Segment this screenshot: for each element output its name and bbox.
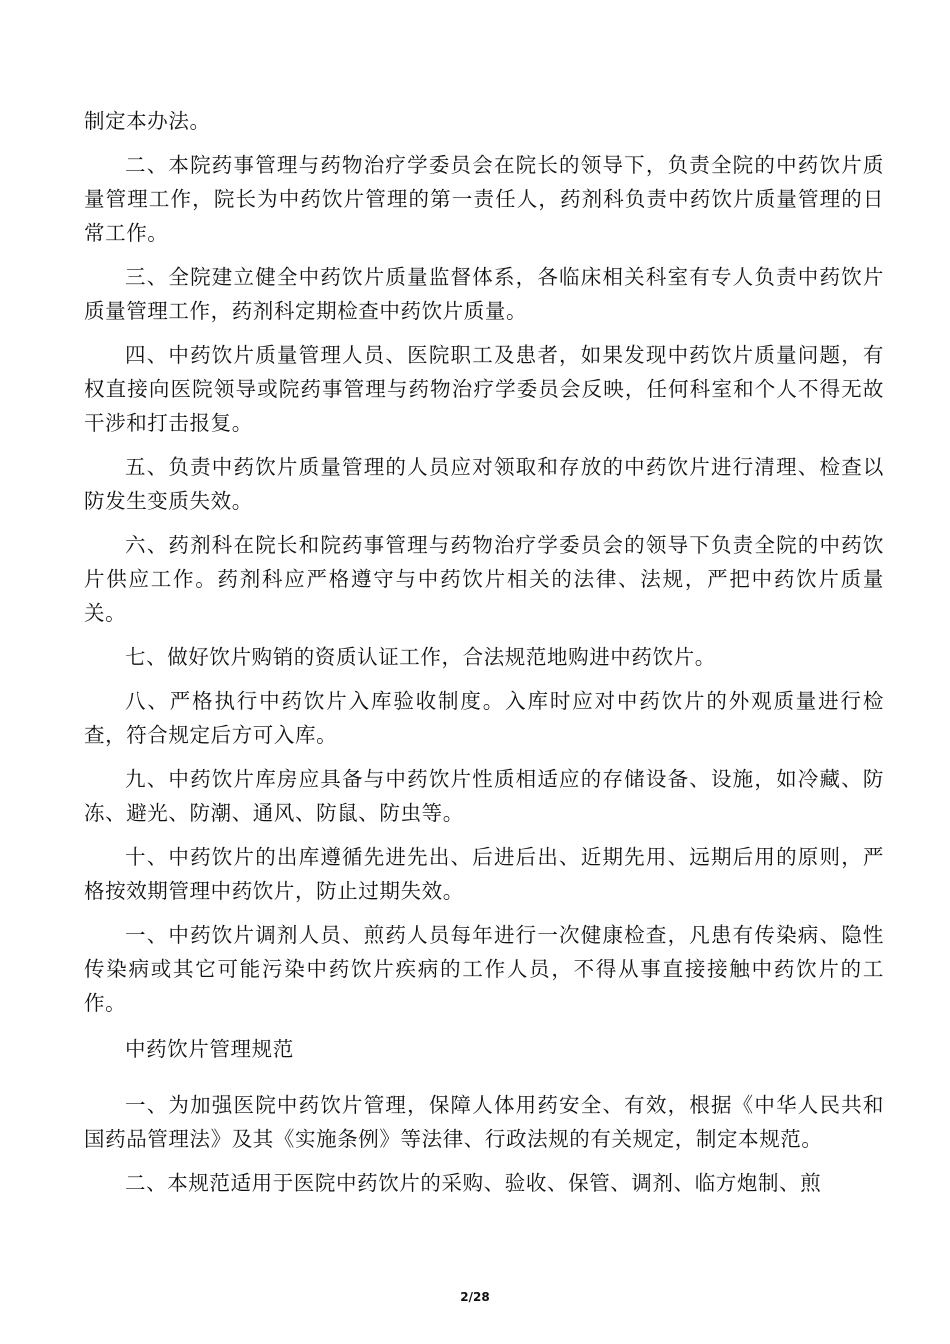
paragraph: 九、中药饮片库房应具备与中药饮片性质相适应的存储设备、设施，如冷藏、防冻、避光、防潮、通风、防鼠、防虫等。 (84, 767, 884, 825)
paragraph: 四、中药饮片质量管理人员、医院职工及患者，如果发现中药饮片质量问题，有权直接向医院领导或院药事管理与药物治疗学委员会反映，任何科室和个人不得无故干涉和打击报复。 (84, 343, 884, 435)
paragraph: 二、本规范适用于医院中药饮片的采购、验收、保管、调剂、临方炮制、煎 (125, 1171, 822, 1195)
section-title: 中药饮片管理规范 (125, 1037, 294, 1061)
paragraph: 十、中药饮片的出库遵循先进先出、后进后出、近期先用、远期后用的原则，严格按效期管理中药饮片，防止过期失效。 (84, 845, 884, 903)
paragraph: 一、中药饮片调剂人员、煎药人员每年进行一次健康检查，凡患有传染病、隐性传染病或其它可能污染中药饮片疾病的工作人员，不得从事直接接触中药饮片的工作。 (84, 923, 884, 1015)
paragraph: 三、全院建立健全中药饮片质量监督体系，各临床相关科室有专人负责中药饮片质量管理工作，药剂科定期检查中药饮片质量。 (84, 265, 884, 323)
paragraph: 一、为加强医院中药饮片管理，保障人体用药安全、有效，根据《中华人民共和国药品管理法》及其《实施条例》等法律、行政法规的有关规定，制定本规范。 (84, 1093, 884, 1151)
paragraph: 八、严格执行中药饮片入库验收制度。入库时应对中药饮片的外观质量进行检查，符合规定后方可入库。 (84, 689, 884, 747)
paragraph: 六、药剂科在院长和院药事管理与药物治疗学委员会的领导下负责全院的中药饮片供应工作。药剂科应严格遵守与中药饮片相关的法律、法规，严把中药饮片质量关。 (84, 533, 884, 625)
paragraph: 七、做好饮片购销的资质认证工作，合法规范地购进中药饮片。 (125, 645, 716, 669)
document-body (84, 104, 884, 1210)
paragraph: 五、负责中药饮片质量管理的人员应对领取和存放的中药饮片进行清理、检查以防发生变质失效。 (84, 455, 884, 513)
paragraph: 二、本院药事管理与药物治疗学委员会在院长的领导下，负责全院的中药饮片质量管理工作，院长为中药饮片管理的第一责任人，药剂科负责中药饮片质量管理的日常工作。 (84, 153, 884, 245)
page-number: 2/28 (460, 1290, 490, 1304)
paragraph: 制定本办法。 (84, 109, 211, 133)
